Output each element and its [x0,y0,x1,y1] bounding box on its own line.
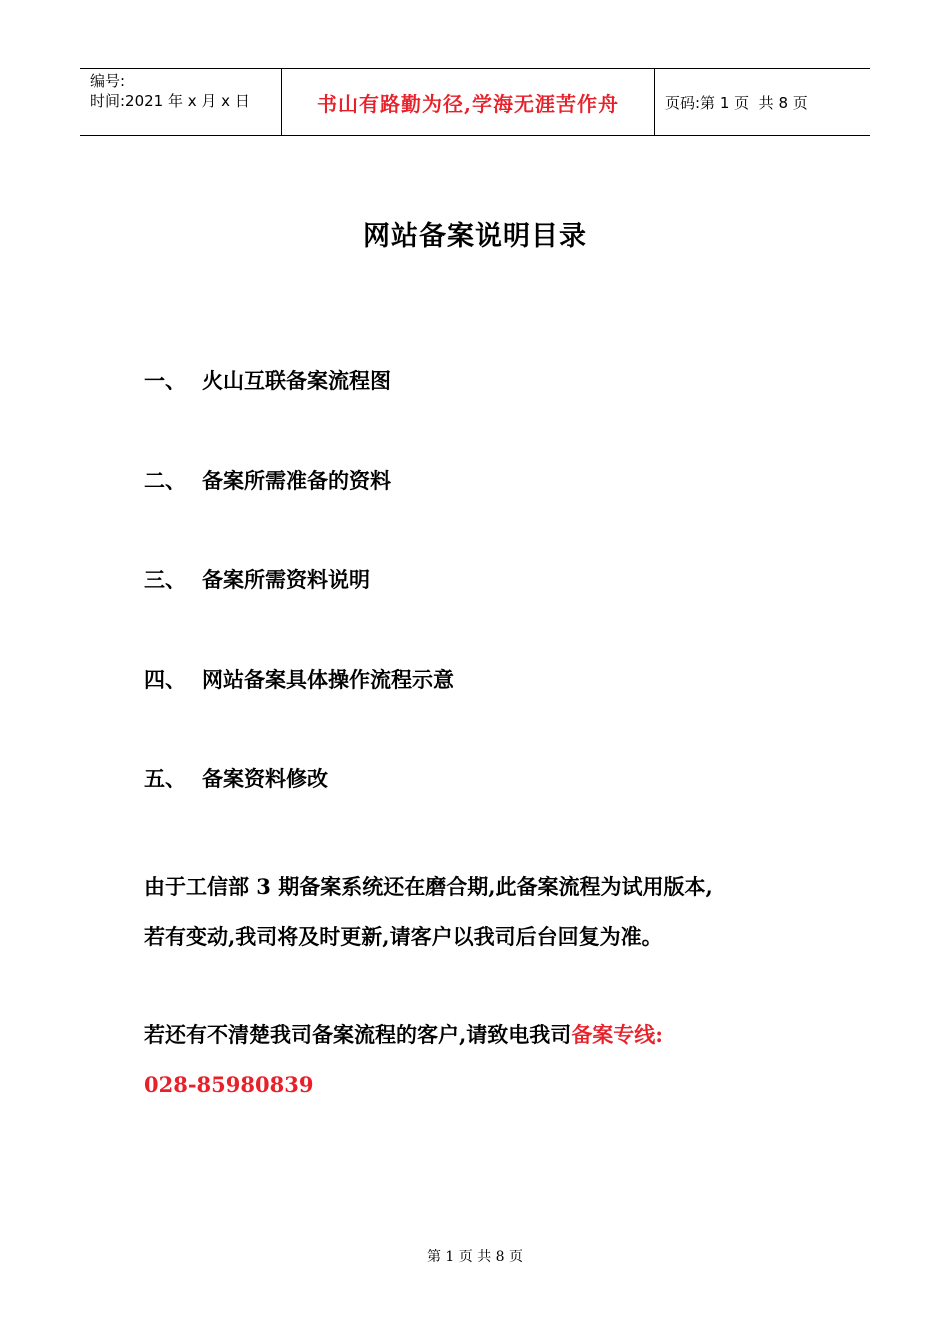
version-note-line: 若有变动,我司将及时更新,请客户以我司后台回复为准。 [144,924,663,949]
page-header [80,68,870,136]
toc-item-text: 备案所需准备的资料 [202,467,391,493]
toc-item [144,365,454,465]
header-motto-cell [282,69,655,135]
toc-item-number: 二、 [144,467,186,493]
document-number-label: 编号: [90,72,126,90]
toc-item-text: 火山互联备案流程图 [202,368,391,393]
page-title: 网站备案说明目录 [363,221,587,252]
toc-item-text: 网站备案具体操作流程示意 [202,666,454,692]
table-of-contents [144,365,454,863]
hotline-label: 备案专线: [571,1022,664,1047]
toc-item [144,664,454,764]
header-meta [80,69,282,135]
toc-item-number: 一、 [144,368,186,393]
toc-item [144,564,454,664]
contact-paragraph [144,1010,844,1110]
page-footer [0,1246,950,1266]
version-note-line: 由于工信部 3 期备案系统还在磨合期,此备案流程为试用版本, [144,874,713,899]
toc-item-number: 五、 [144,766,186,791]
toc-item-text: 备案所需资料说明 [202,567,370,592]
toc-item-text: 备案资料修改 [202,766,328,791]
contact-prefix: 若还有不清楚我司备案流程的客户,请致电我司 [144,1022,572,1047]
header-page-info-cell [655,69,870,135]
header-motto: 书山有路勤为径,学海无涯苦作舟 [317,91,619,116]
version-note [144,862,844,962]
toc-item-number: 三、 [144,567,186,592]
toc-item [144,763,454,863]
toc-item [144,465,454,565]
document-time-label: 时间:2021 年 x 月 x 日 [90,92,250,110]
header-page-info: 页码:第 1 页 共 8 页 [665,93,808,112]
toc-item-number: 四、 [144,666,186,692]
footer-page-number: 第 1 页 共 8 页 [426,1249,524,1265]
hotline-phone: 028-85980839 [144,1072,314,1097]
